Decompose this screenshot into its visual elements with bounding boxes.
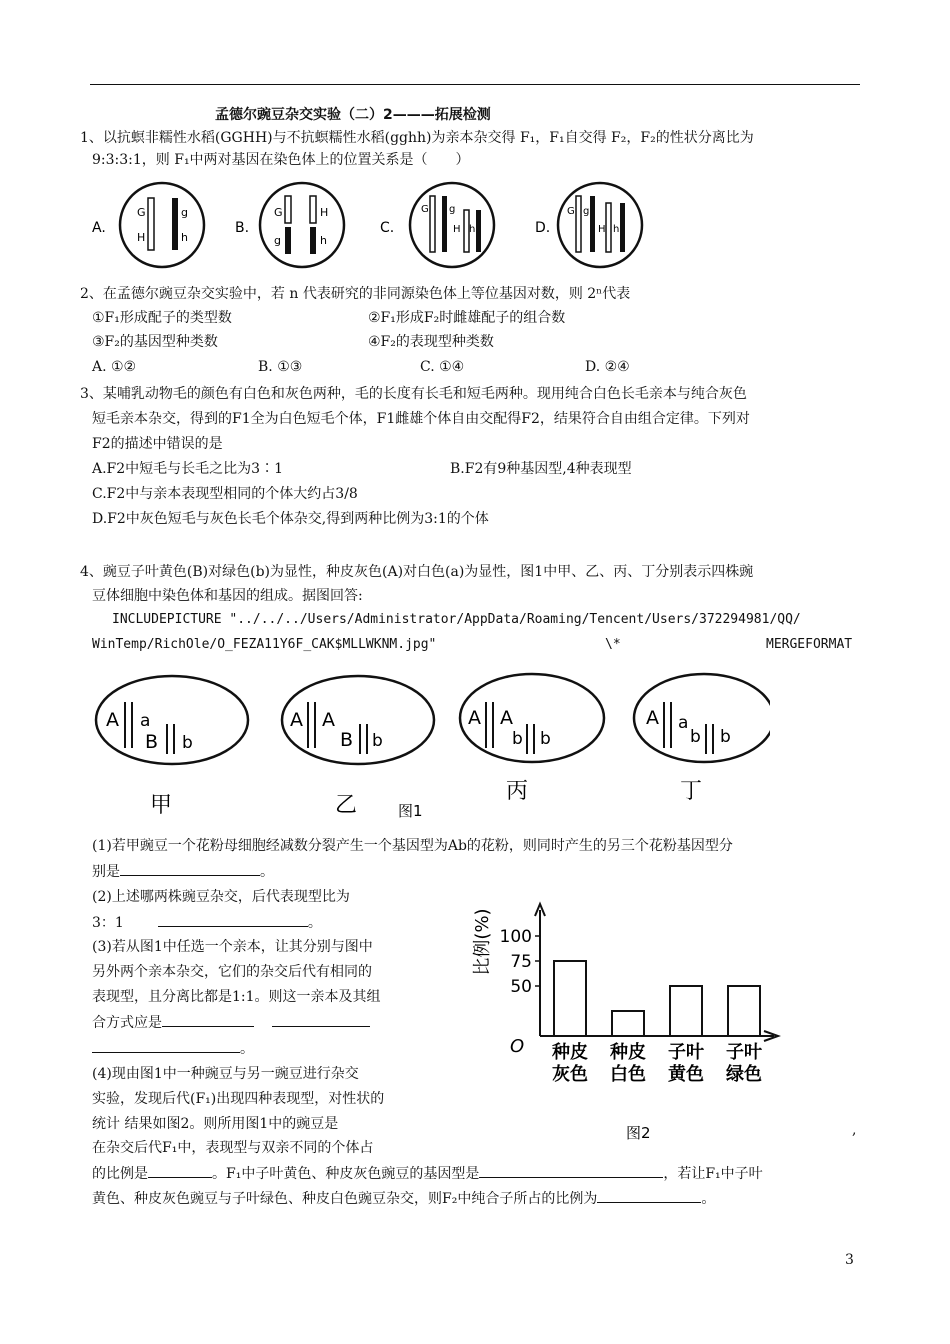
svg-text:H: H	[453, 224, 461, 235]
svg-text:B: B	[145, 731, 159, 753]
chart-bar	[612, 1011, 644, 1036]
chart-y-tick-label: 75	[510, 952, 532, 972]
svg-text:G: G	[274, 206, 283, 219]
svg-text:丁: 丁	[680, 779, 703, 804]
svg-text:A: A	[106, 709, 119, 731]
q4-p4c: 统计 结果如图2。则所用图1中的豌豆是	[92, 1116, 339, 1132]
q3-option-d: D.F2中灰色短毛与灰色长毛个体杂交,得到两种比例为3:1的个体	[92, 511, 489, 527]
svg-text:H: H	[598, 224, 606, 235]
q4-p4-row: 的比例是 。F₁中子叶黄色、种皮灰色豌豆的基因型是 ，若让F₁中子叶	[92, 1163, 763, 1184]
q4-p1a: (1)若甲豌豆一个花粉母细胞经减数分裂产生一个基因型为Ab的花粉，则同时产生的另三个花粉基因型分	[92, 838, 733, 854]
svg-text:b: b	[512, 729, 523, 749]
q3-line1: 3、某哺乳动物毛的颜色有白色和灰色两种，毛的长度有长毛和短毛两种。现用纯合白色长毛亲本与纯合灰色	[80, 386, 747, 402]
answer-blank-4c[interactable]	[597, 1188, 701, 1203]
answer-blank-3c[interactable]	[92, 1038, 240, 1053]
chart-category-label: 黄色	[668, 1064, 704, 1085]
svg-text:B: B	[340, 729, 354, 751]
figure-2-chart	[460, 890, 790, 1150]
svg-text:乙: 乙	[335, 793, 358, 818]
q4-p2a: (2)上述哪两株豌豆杂交，后代表现型比为	[92, 889, 350, 905]
q2-item-4: ④F₂的表现型种类数	[368, 334, 494, 350]
q4-p3c: 表现型，且分离比都是1:1。则这一亲本及其组	[92, 989, 381, 1005]
svg-text:G: G	[421, 204, 429, 215]
page-title: 孟德尔豌豆杂交实验（二）2———拓展检测	[215, 107, 491, 123]
q4-p3b: 另外两个亲本杂交，它们的杂交后代有相同的	[92, 964, 372, 980]
chart-category-label: 灰色	[552, 1064, 588, 1085]
q2-choice-a: A. ①②	[92, 359, 137, 375]
svg-text:G: G	[137, 206, 146, 219]
q1-option-c-label: C.	[380, 220, 395, 236]
q4-p3-row: 合方式应是	[92, 1012, 370, 1033]
svg-text:g: g	[583, 206, 590, 217]
svg-text:b: b	[720, 727, 731, 747]
include-field-2: WinTemp/RichOle/O_FEZA11Y6F_CAK$MLLWKNM.jpg"	[92, 637, 437, 652]
q2-stem: 2、在孟德尔豌豆杂交实验中，若 n 代表研究的非同源染色体上等位基因对数，则 2ⁿ代表	[80, 286, 631, 302]
answer-blank-2[interactable]	[158, 912, 308, 927]
svg-text:A: A	[468, 707, 481, 729]
q4-line2: 豆体细胞中染色体和基因的组成。据图回答:	[92, 588, 363, 604]
svg-text:h: h	[181, 231, 188, 244]
svg-text:h: h	[469, 224, 476, 235]
answer-blank-4a[interactable]	[148, 1163, 212, 1178]
chart-category-label: 白色	[610, 1064, 646, 1085]
chart-origin-label: O	[510, 1036, 525, 1057]
chart-category-label: 子叶	[726, 1042, 762, 1063]
svg-text:h: h	[613, 224, 620, 235]
include-field-1: INCLUDEPICTURE "../../../Users/Administrator/AppData/Roaming/Tencent/Users/372294981/QQ/	[112, 612, 801, 627]
q2-item-3: ③F₂的基因型种类数	[92, 334, 218, 350]
q3-option-c: C.F2中与亲本表现型相同的个体大约占3/8	[92, 486, 358, 502]
chart-category-label: 种皮	[552, 1042, 588, 1063]
q1-option-d-label: D.	[535, 220, 551, 236]
q1-option-a-label: A.	[92, 220, 106, 236]
q1-line1: 1、以抗螟非糯性水稻(GGHH)与不抗螟糯性水稻(gghh)为亲本杂交得 F₁，F₁自交得 F₂，F₂的性状分离比为	[80, 130, 754, 146]
chart-category-label: 绿色	[726, 1064, 762, 1085]
svg-text:A: A	[646, 707, 659, 729]
q4-p1-row: 别是 。	[92, 861, 274, 882]
q3-option-a: A.F2中短毛与长毛之比为3∶1	[92, 461, 283, 477]
q4-p4a: (4)现由图1中一种豌豆与另一豌豆进行杂交	[92, 1066, 359, 1082]
q4-line1: 4、豌豆子叶黄色(B)对绿色(b)为显性，种皮灰色(A)对白色(a)为显性，图1中甲、乙、丙、丁分别表示四株豌	[80, 564, 754, 580]
q4-p3a: (3)若从图1中任选一个亲本，让其分别与图中	[92, 939, 373, 955]
chart-y-tick-label: 50	[510, 977, 532, 997]
answer-blank-3b[interactable]	[272, 1012, 370, 1027]
chart-caption: 图2	[626, 1124, 651, 1142]
q2-item-2: ②F₁形成F₂时雌雄配子的组合数	[368, 310, 566, 326]
chart-y-tick-label: 100	[499, 927, 532, 947]
chart-bar	[728, 986, 760, 1036]
svg-text:b: b	[690, 727, 701, 747]
page-number: 3	[845, 1252, 854, 1268]
chart-ylabel: 比例(%)	[472, 908, 493, 976]
svg-text:g: g	[449, 204, 456, 215]
figure-1	[90, 672, 770, 822]
svg-text:a: a	[140, 711, 151, 731]
svg-text:g: g	[181, 206, 188, 219]
q1-line2: 9:3:3:1，则 F₁中两对基因在染色体上的位置关系是（ ）	[92, 152, 470, 168]
chart-bar	[670, 986, 702, 1036]
svg-text:b: b	[540, 729, 551, 749]
q4-p3-row2: 。	[92, 1038, 254, 1059]
answer-blank-4b[interactable]	[479, 1163, 663, 1178]
include-field-4: MERGEFORMAT	[766, 637, 853, 652]
q3-option-b: B.F2有9种基因型,4种表现型	[450, 461, 632, 477]
q2-choice-b: B. ①③	[258, 359, 303, 375]
q2-choice-d: D. ②④	[585, 359, 630, 375]
svg-text:G: G	[567, 206, 575, 217]
answer-blank-1[interactable]	[120, 861, 260, 876]
q1-options-figure	[80, 178, 660, 274]
q4-p4d: 在杂交后代F₁中，表现型与双亲不同的个体占	[92, 1140, 374, 1156]
chart-category-label: 种皮	[610, 1042, 646, 1063]
svg-text:A: A	[322, 709, 335, 731]
q4-p4b: 实验，发现后代(F₁)出现四种表现型，对性状的	[92, 1091, 385, 1107]
chart-category-label: 子叶	[668, 1042, 704, 1063]
q3-line3: F2的描述中错误的是	[92, 436, 223, 452]
svg-text:H: H	[137, 231, 146, 244]
answer-blank-3a[interactable]	[162, 1012, 254, 1027]
chart-bar	[554, 961, 586, 1036]
q3-line2: 短毛亲本杂交，得到的F1全为白色短毛个体，F1雌雄个体自由交配得F2，结果符合自由组合定律。下列对	[92, 411, 750, 427]
q4-p4-row2: 黄色、种皮灰色豌豆与子叶绿色、种皮白色豌豆杂交，则F₂中纯合子所占的比例为 。	[92, 1188, 715, 1209]
svg-text:b: b	[182, 733, 193, 753]
svg-text:a: a	[678, 713, 689, 733]
svg-text:A: A	[500, 707, 513, 729]
svg-text:丙: 丙	[506, 779, 529, 804]
svg-text:甲: 甲	[150, 793, 173, 818]
q2-item-1: ①F₁形成配子的类型数	[92, 310, 232, 326]
svg-text:A: A	[290, 709, 303, 731]
svg-text:h: h	[320, 234, 327, 247]
top-rule	[90, 84, 860, 85]
q4-comma: ,	[852, 1122, 857, 1138]
svg-text:b: b	[372, 731, 383, 751]
figure-1-caption: 图1	[398, 802, 423, 820]
q4-p2-row: 3：1 。	[92, 912, 322, 933]
include-field-3: \*	[605, 637, 621, 652]
svg-text:g: g	[274, 234, 281, 247]
q2-choice-c: C. ①④	[420, 359, 465, 375]
svg-text:H: H	[320, 206, 329, 219]
q1-option-b-label: B.	[235, 220, 250, 236]
